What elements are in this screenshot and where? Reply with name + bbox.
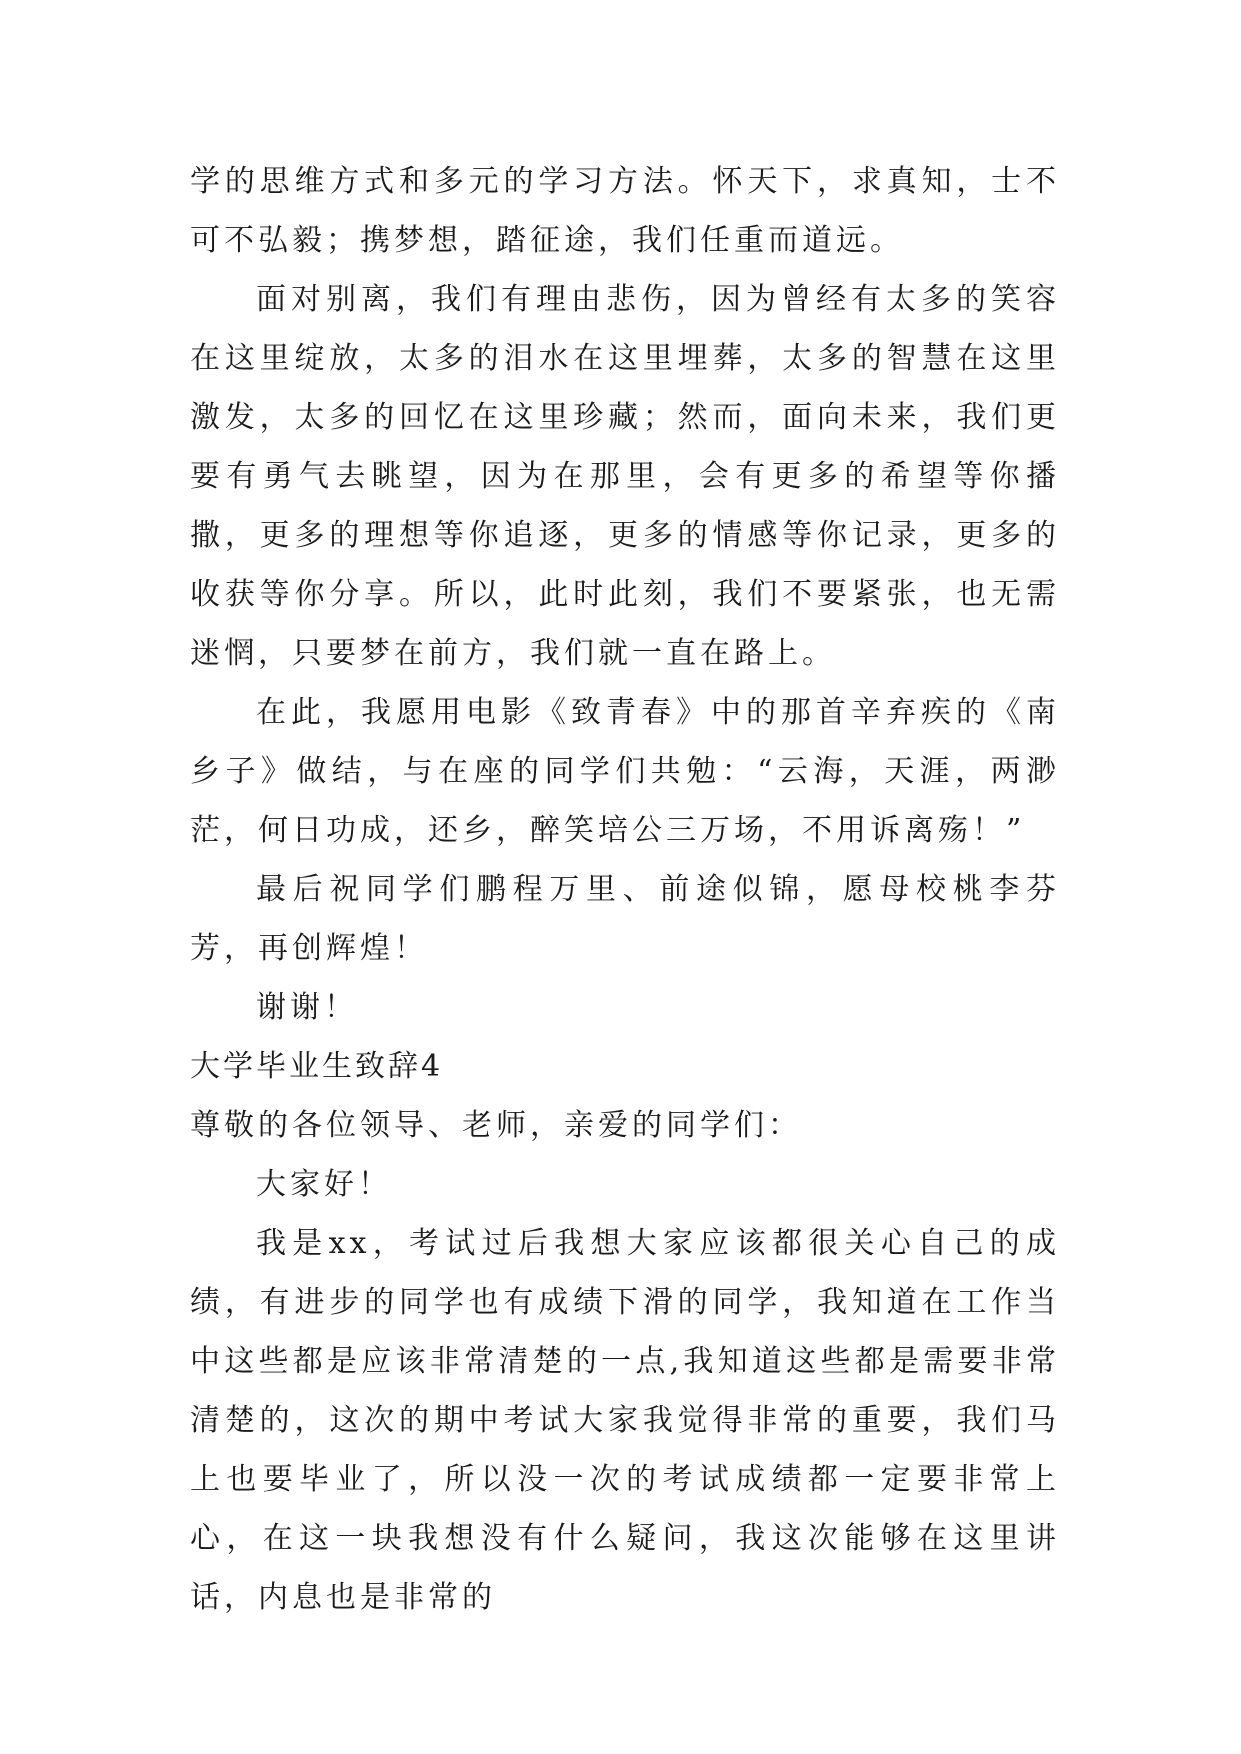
document-body — [190, 152, 1060, 1627]
paragraph-continuation: 学的思维方式和多元的学习方法。怀天下，求真知，士不可不弘毅；携梦想，踏征途，我们任重而道远。 — [190, 164, 1060, 258]
paragraph-salutation: 尊敬的各位领导、老师，亲爱的同学们： — [190, 1108, 802, 1143]
paragraph-thanks: 谢谢！ — [256, 990, 358, 1025]
section-heading: 大学毕业生致辞4 — [190, 1049, 444, 1084]
paragraph-farewell: 面对别离，我们有理由悲伤，因为曾经有太多的笑容在这里绽放，太多的泪水在这里埋葬，太多的智慧在这里激发，太多的回忆在这里珍藏；然而，面向未来，我们更要有勇气去眺望，因为在那里，会有更多的希望等你播撒，更多的理想等你追逐，更多的情感等你记录，更多的收获等你分享。所以，此时此刻，我们不要紧张，也无需迷惘，只要梦在前方，我们就一直在路上。 — [190, 282, 1060, 671]
paragraph-speech-body: 我是xx，考试过后我想大家应该都很关心自己的成绩，有进步的同学也有成绩下滑的同学，我知道在工作当中这些都是应该非常清楚的一点,我知道这些都是需要非常清楚的，这次的期中考试大家我觉得非常的重要，我们马上也要毕业了，所以没一次的考试成绩都一定要非常上心，在这一块我想没有什么疑问，我这次能够在这里讲话，内息也是非常的 — [190, 1226, 1060, 1615]
paragraph-blessing: 最后祝同学们鹏程万里、前途似锦，愿母校桃李芬芳，再创辉煌！ — [190, 872, 1060, 966]
paragraph-greeting: 大家好！ — [256, 1167, 392, 1202]
paragraph-poem-quote: 在此，我愿用电影《致青春》中的那首辛弃疾的《南乡子》做结，与在座的同学们共勉：“云海，天涯，两渺茫，何日功成，还乡，醉笑培公三万场，不用诉离殇！” — [190, 695, 1060, 848]
